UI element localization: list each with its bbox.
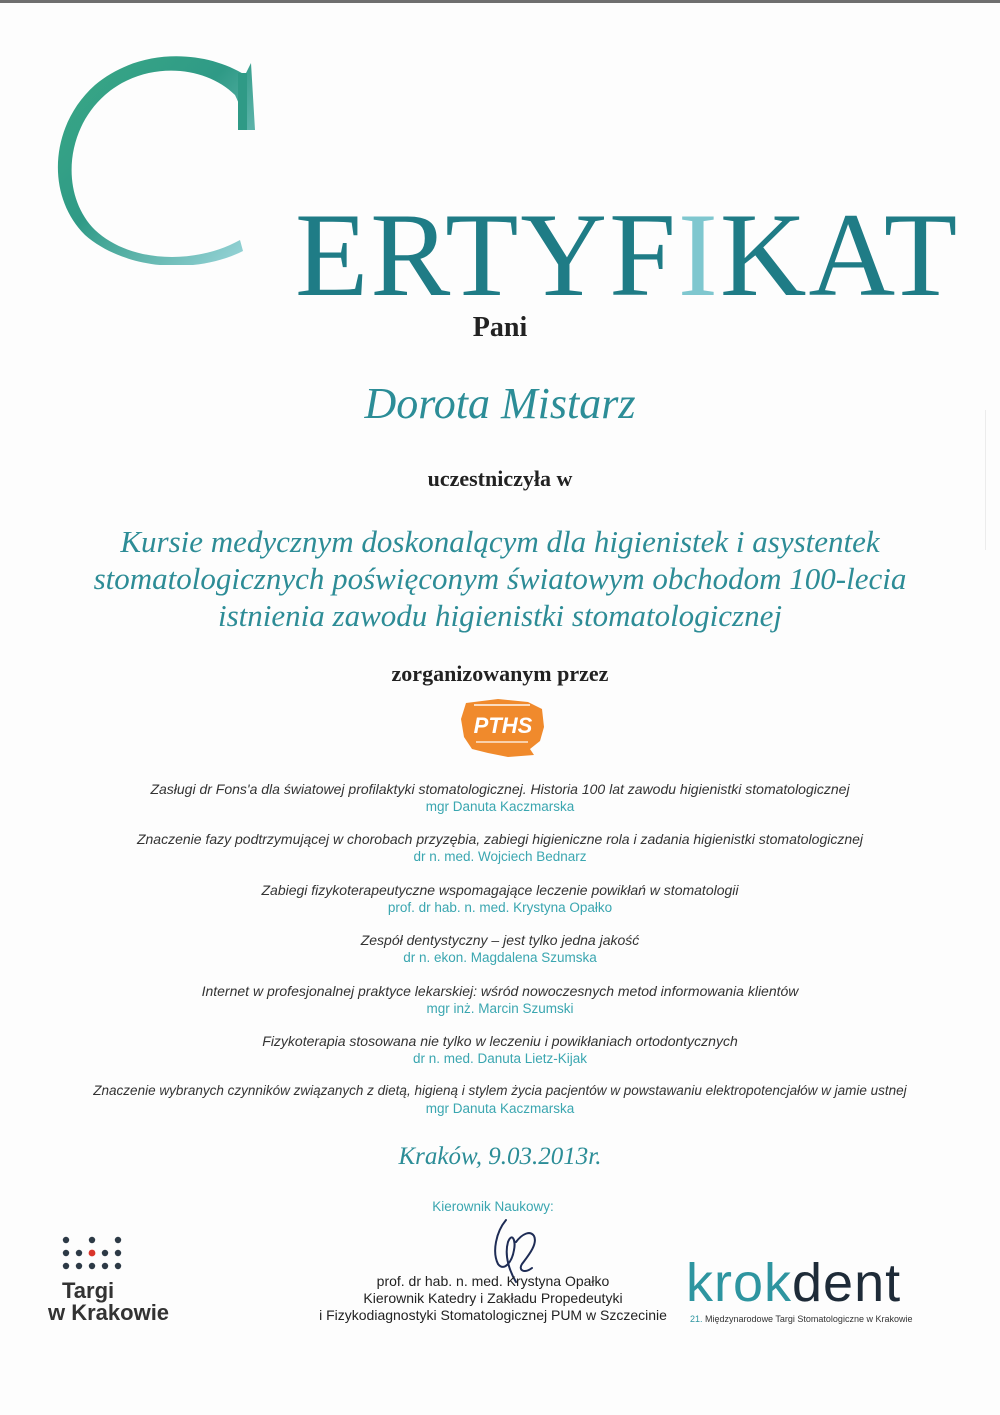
lecture-title: Zespół dentystyczny – jest tylko jedna jakość [360, 932, 640, 949]
title-initial-c [55, 55, 285, 265]
course-line: istnienia zawodu higienistki stomatologicznej [217, 598, 782, 633]
krokdent-subtitle-text: Międzynarodowe Targi Stomatologiczne w Krakowie [705, 1314, 913, 1324]
lecture-item [60, 982, 940, 1032]
lecture-title: Zasługi dr Fons'a dla światowej profilaktyki stomatologicznej. Historia 100 lat zawodu higienistki stomatologicznej [150, 781, 850, 797]
salutation: Pani [472, 312, 528, 343]
krokdent-word-a: krok [686, 1253, 793, 1313]
scan-edge-line [0, 0, 1000, 3]
course-name [0, 523, 1000, 634]
lecture-title: Zabiegi fizykoterapeutyczne wspomagające leczenie powikłań w stomatologii [261, 881, 739, 898]
ptms-logo [458, 697, 548, 759]
signatory-line: i Fizykodiagnostyki Stomatologicznej PUM w Szczecinie [319, 1307, 667, 1323]
lecture-item [60, 881, 940, 931]
course-line: Kursie medycznym doskonalącym dla higienistek i asystentek [120, 524, 880, 559]
targi-w-krakowie-logo [48, 1236, 188, 1346]
lecture-author: mgr Danuta Kaczmarska [425, 1101, 575, 1117]
krokdent-edition: 21. [690, 1314, 703, 1324]
certificate-title [55, 55, 960, 321]
lecture-title: Internet w profesjonalnej praktyce lekarskiej: wśród nowoczesnych metod informowania klientów [201, 982, 799, 999]
lecture-title: Znaczenie wybranych czynników związanych z dietą, higieną i stylem życia pacjentów w powstawaniu elektropotencjałów w jamie ustnej [93, 1083, 907, 1099]
lecture-title: Fizykoterapia stosowana nie tylko w leczeniu i powikłaniach ortodontycznych [262, 1032, 738, 1049]
lecture-item [60, 1032, 940, 1082]
signatory-line: prof. dr hab. n. med. Krystyna Opałko [376, 1273, 610, 1289]
lecture-list [60, 780, 940, 1133]
lecture-author: dr n. med. Danuta Lietz-Kijak [412, 1050, 588, 1066]
lecture-item [60, 780, 940, 830]
participation-text: uczestniczyła w [427, 466, 573, 491]
lecture-author: mgr Danuta Kaczmarska [425, 799, 575, 814]
krokdent-logo [686, 1253, 946, 1333]
targi-logo-line1: Targi [62, 1278, 115, 1303]
place-date: Kraków, 9.03.2013r. [398, 1143, 602, 1170]
title-highlight-letter: I [677, 188, 720, 321]
ptms-logo-text: PTHS [473, 713, 533, 738]
signatory-block [300, 1273, 686, 1324]
lecture-title: Znaczenie fazy podtrzymującej w chorobach przyzębia, zabiegi higieniczne rola i zadania higienistki stomatologicznej [136, 831, 864, 848]
signatory-line: Kierownik Katedry i Zakładu Propedeutyki [363, 1290, 623, 1306]
lecture-author: dr n. med. Wojciech Bednarz [413, 849, 587, 865]
lecture-author: dr n. ekon. Magdalena Szumska [403, 950, 597, 966]
krokdent-subtitle [690, 1314, 912, 1324]
recipient-name: Dorota Mistarz [364, 379, 636, 428]
signature-role: Kierownik Naukowy: [432, 1199, 554, 1214]
lecture-author: mgr inż. Marcin Szumski [426, 1000, 574, 1016]
lecture-item [60, 830, 940, 880]
organized-by-text: zorganizowanym przez [391, 661, 609, 686]
lecture-author: prof. dr hab. n. med. Krystyna Opałko [387, 899, 613, 915]
lecture-item [60, 1082, 940, 1132]
krokdent-word-b: dent [792, 1253, 902, 1313]
course-line: stomatologicznych poświęconym światowym obchodom 100-lecia [93, 561, 907, 596]
lecture-item [60, 931, 940, 981]
title-text: ERTYFIKAT [295, 188, 960, 321]
krokdent-wordmark [686, 1253, 901, 1313]
targi-logo-line2: w Krakowie [48, 1300, 170, 1325]
targi-dots-icon [62, 1236, 124, 1270]
